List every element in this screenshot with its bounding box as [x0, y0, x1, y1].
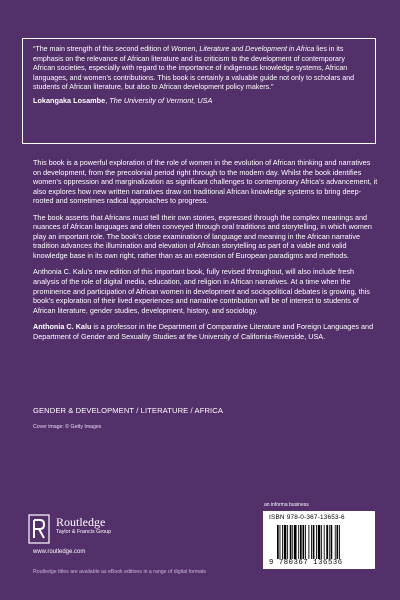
publisher-website[interactable]: www.routledge.com — [33, 549, 86, 555]
publisher-group: Taylor & Francis Group — [56, 529, 112, 535]
endorsement-quote: “The main strength of this second edition of Women, Literature and Development in Africa lies in its emphasis on the relevance of African literature and its criticism to the development of contemporary African societies, especially with regard to the importance of indigenous knowledge systems, African languages, and women’s contributions. This book is certainly a valuable guide not only to scholars and students of African literature, but also to African development policy makers.” — [33, 45, 355, 91]
cover-image-credit: Cover image: © Getty Images — [33, 424, 102, 430]
endorsement-affiliation: The University of Vermont, USA — [109, 95, 213, 105]
ebook-footnote: Routledge titles are available as eBook editions in a range of digital formats — [33, 569, 207, 575]
barcode-panel — [263, 511, 375, 569]
publisher-name: Routledge — [56, 515, 106, 529]
author-name: Anthonia C. Kalu — [33, 322, 92, 332]
publisher-logo-text — [56, 516, 176, 535]
endorsement-author: Lokangaka Losambe — [33, 95, 106, 105]
blurb-paragraph-2: The book asserts that Africans must tell their own stories, expressed through the complex meanings and nuances of African languages and often conveyed through oral traditions and storytelling, in which women play an important role. The book’s close examination of language and meaning in the African narrative tradition advances the illumination and elevation of African storytelling as part of a viable and valid knowledge base in its own right, rather than as an extension of European paradigms and methods. — [33, 212, 372, 260]
subject-categories: GENDER & DEVELOPMENT / LITERATURE / AFRICA — [33, 406, 224, 415]
isbn-label: ISBN 978-0-367-13653-6 — [269, 514, 345, 521]
blurb-paragraph-1: This book is a powerful exploration of the role of women in the evolution of African thinking and narratives on development, from the precolonial period right through to the modern day. Whilst the book identifies women’s oppression and marginalization as significant challenges to contemporary Africa’s advancement, it also explores how new written narratives draw on traditional African knowledge systems to bring deep-rooted and sometimes radical approaches to progress. — [33, 158, 378, 206]
endorsement-quote-box — [22, 38, 376, 144]
barcode-digits: 9 780367 136536 — [269, 559, 343, 567]
barcode-icon — [277, 525, 363, 559]
endorsement-attribution: Lokangaka Losambe, The University of Vermont, USA — [33, 95, 213, 105]
routledge-r-icon — [28, 514, 50, 544]
blurb — [33, 158, 378, 348]
blurb-paragraph-3: Anthonia C. Kalu’s new edition of this important book, fully revised throughout, will also include fresh analysis of the role of digital media, education, and religion in African narratives. At a time when the prominence and participation of African women in development and sociopolitical debates is growing, this book’s exploration of their lived experiences and narrative contribution will be of interest to students of African literature, gender studies, development, history, and sociology. — [33, 267, 370, 315]
book-title-italic: Women, Literature and Development in Africa — [171, 45, 315, 53]
author-bio: Anthonia C. Kalu is a professor in the Department of Comparative Literature and Foreign Languages and Department of Gender and Sexuality Studies at the University of California-Riverside, USA. — [33, 322, 374, 341]
informa-tagline: an informa business — [264, 502, 309, 508]
